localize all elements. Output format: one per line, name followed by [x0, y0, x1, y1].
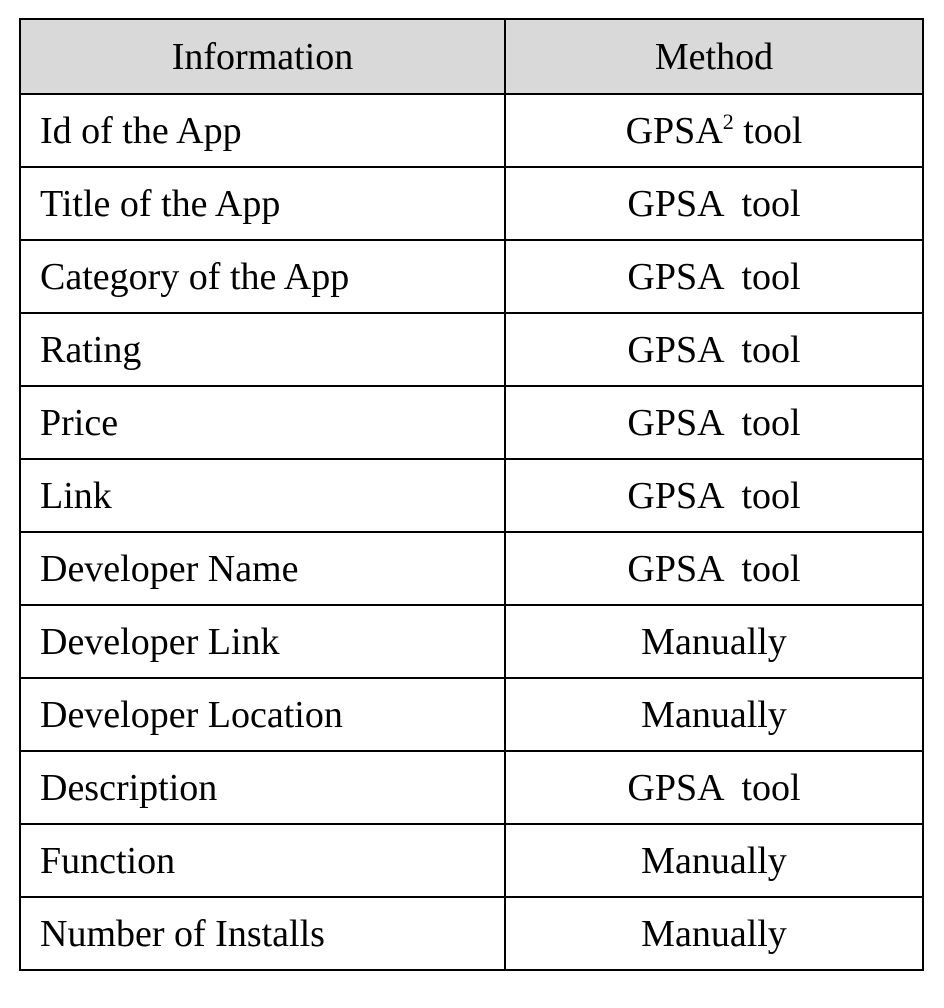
table-body	[20, 94, 923, 970]
method-cell	[505, 532, 923, 605]
table-row	[20, 459, 923, 532]
method-cell	[505, 751, 923, 824]
table-row	[20, 605, 923, 678]
method-cell	[505, 386, 923, 459]
method-text: GPSA tool	[627, 182, 801, 225]
method-cell	[505, 94, 923, 167]
method-cell	[505, 897, 923, 970]
table-row	[20, 678, 923, 751]
method-cell	[505, 824, 923, 897]
information-cell: Developer Location	[20, 678, 505, 751]
method-cell	[505, 167, 923, 240]
method-text: Manually	[641, 620, 787, 663]
method-text: GPSA tool	[627, 255, 801, 298]
table-row	[20, 167, 923, 240]
information-cell: Developer Link	[20, 605, 505, 678]
method-cell	[505, 240, 923, 313]
information-cell: Link	[20, 459, 505, 532]
method-cell	[505, 678, 923, 751]
table-row	[20, 532, 923, 605]
method-text: GPSA tool	[627, 474, 801, 517]
information-cell: Function	[20, 824, 505, 897]
method-suffix: tool	[733, 109, 803, 152]
method-text: GPSA tool	[627, 401, 801, 444]
information-method-table	[19, 18, 924, 971]
header-method: Method	[505, 19, 923, 94]
information-cell: Category of the App	[20, 240, 505, 313]
table-row	[20, 313, 923, 386]
method-text: Manually	[641, 693, 787, 736]
method-text: GPSA tool	[627, 547, 801, 590]
information-cell: Price	[20, 386, 505, 459]
method-cell	[505, 605, 923, 678]
method-text: Manually	[641, 839, 787, 882]
table-row	[20, 751, 923, 824]
table-row	[20, 824, 923, 897]
information-cell: Rating	[20, 313, 505, 386]
method-cell	[505, 313, 923, 386]
table-row	[20, 240, 923, 313]
method-text: GPSA tool	[627, 766, 801, 809]
method-text: Manually	[641, 912, 787, 955]
method-text: GPSA tool	[627, 328, 801, 371]
method-cell	[505, 459, 923, 532]
table-row	[20, 897, 923, 970]
footnote-marker: 2	[722, 108, 734, 134]
information-cell: Id of the App	[20, 94, 505, 167]
method-text: GPSA	[625, 109, 723, 152]
information-cell: Number of Installs	[20, 897, 505, 970]
table-row	[20, 386, 923, 459]
table-row	[20, 94, 923, 167]
information-cell: Description	[20, 751, 505, 824]
information-cell: Developer Name	[20, 532, 505, 605]
table-header-row	[20, 19, 923, 94]
information-cell: Title of the App	[20, 167, 505, 240]
header-information: Information	[20, 19, 505, 94]
